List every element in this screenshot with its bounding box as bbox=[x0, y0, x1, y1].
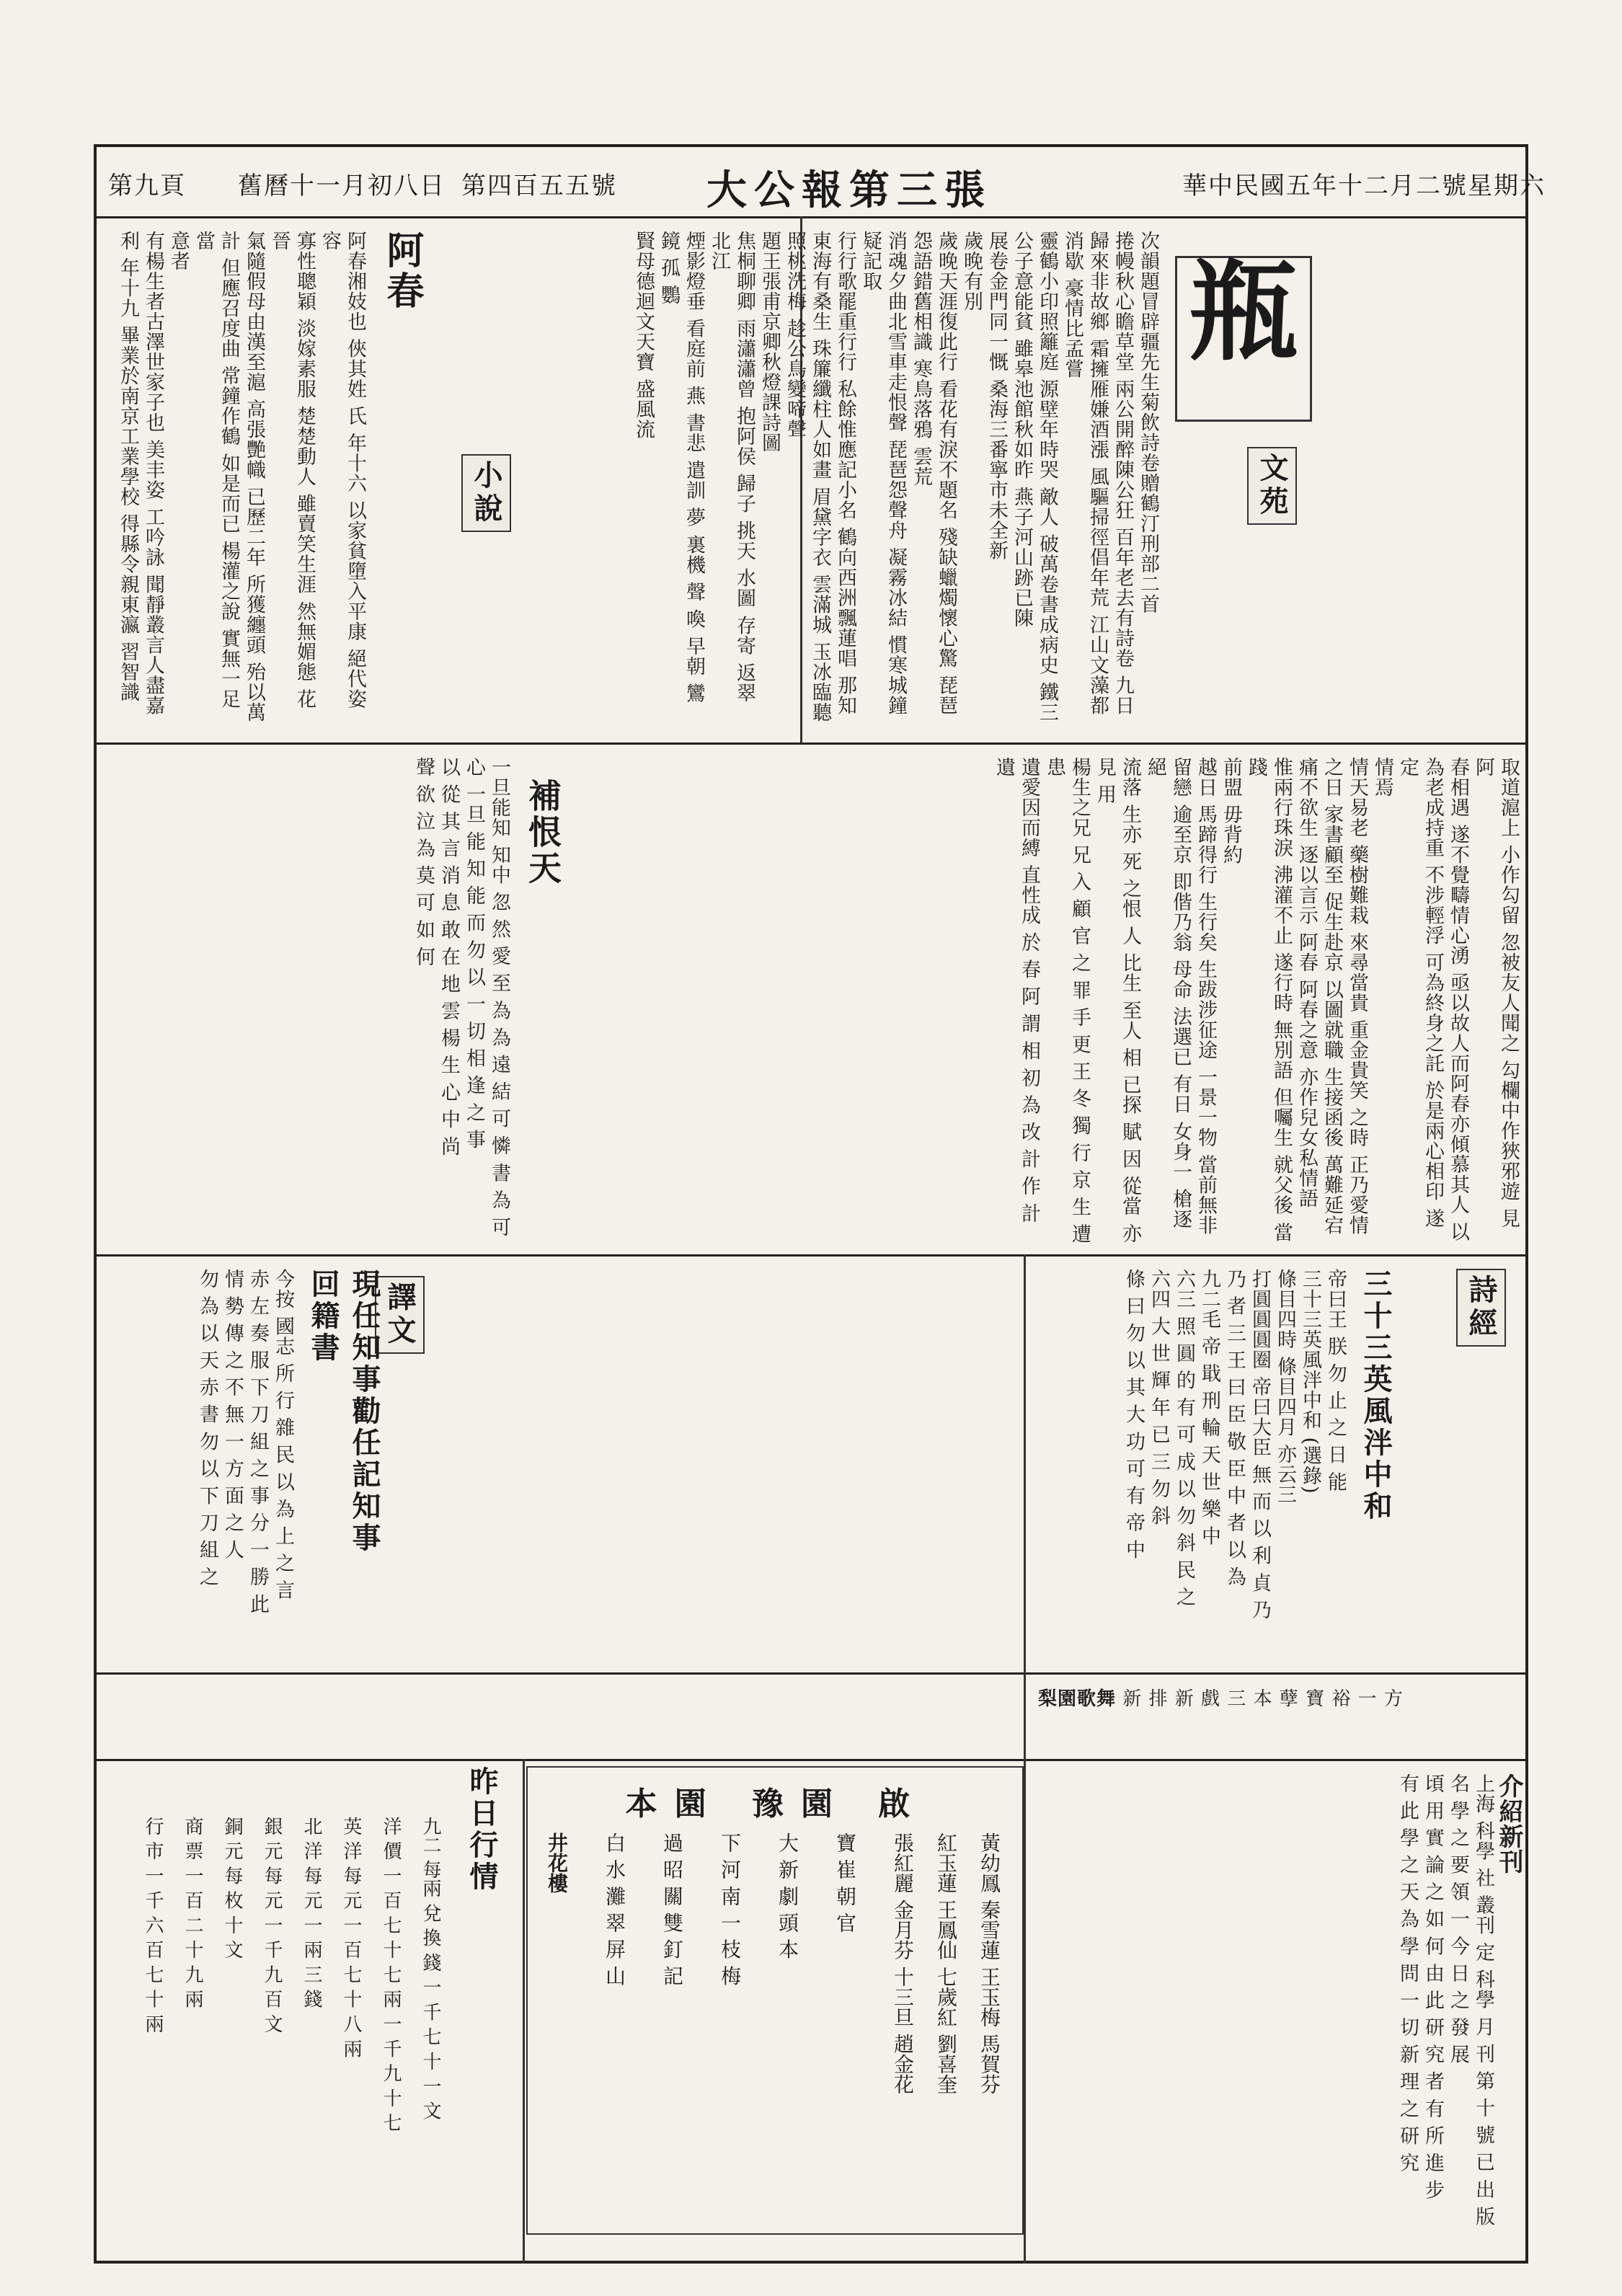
rate-row: 行 市 一 千 六 百 七 十 兩 bbox=[142, 1817, 164, 2034]
shijing-line: 條目四時 條目四月 亦云三 bbox=[1274, 1269, 1296, 1505]
buhentian-text bbox=[101, 757, 512, 1247]
column-rule-2 bbox=[1024, 1254, 1026, 2264]
wenyuan-line: 靈鶴小印照籬庭 源壁年時哭 敵人 破萬卷書成病史 鐵三公子意能貧 雖皋池館秋如昨 燕子河山跡已陳 bbox=[1011, 231, 1058, 723]
page-number: 第九頁 bbox=[108, 172, 186, 200]
achun-text bbox=[101, 231, 368, 728]
theatre-column: 大 新 劇 頭 本 bbox=[776, 1832, 799, 1959]
theatre-column: 下 河 南 一 枝 梅 bbox=[718, 1832, 742, 1986]
wenyuan-line: 展卷金門同一慨 桑海三番寧市未全新 bbox=[985, 231, 1008, 561]
wenyuan-line: 消魂夕曲北雪車走恨聲 琵琶怨聲舟 凝霧冰結 慣寒城鐘疑記取 bbox=[859, 231, 907, 716]
wenyuan-line: 煙影燈垂 看庭前 燕 書悲 遣訓 夢 裏機 聲 喚 早朝 鸞 鏡 孤 鸚 bbox=[657, 231, 705, 704]
rate-row: 商 票 一 百 二 十 九 兩 bbox=[182, 1817, 203, 2008]
wenyuan-line: 次韻題冒辟疆先生菊飲詩卷贈鶴汀刑部二首 bbox=[1137, 231, 1159, 614]
jieshao-text bbox=[1038, 1773, 1521, 2249]
story-line: 遺愛因而縛 直性成 於 春 阿 謂 相 初 為 改 計 作 計 遺 bbox=[993, 757, 1040, 1223]
story-line: 越日 馬蹄得行 生行矣 生跋涉征途 一景一物 當前無非 bbox=[1195, 757, 1217, 1236]
buhentian-line: 以 從 其 言 消 息 敢 在 地 雲 楊 生 心 中 尚 bbox=[438, 757, 460, 1157]
jieshao-line: 名 學 之 要 領 一 今 日 之 發 展 bbox=[1447, 1773, 1469, 2065]
page-header bbox=[94, 159, 1546, 216]
section-head-xiaoshuo: 小說 bbox=[461, 454, 511, 532]
story-line: 春相遇 遂不覺疇情心湧 亟以故人而阿春亦傾慕其人 以 bbox=[1447, 757, 1469, 1242]
story-line: 楊生之兄 兄 入 顧 官 之 罪 手 更 王 冬 獨 行 京 生 遭 患 bbox=[1043, 757, 1091, 1244]
issue-number: 第四百五五號 bbox=[461, 172, 617, 200]
section-head-yiwen: 譯文 bbox=[375, 1276, 425, 1354]
theatre-column: 張紅麗 金月芬 十三旦 趙金花 bbox=[891, 1832, 915, 2094]
section-rule-2 bbox=[94, 1254, 1528, 1256]
header-rule bbox=[94, 216, 1528, 218]
wenyuan-line: 歲晚天涯復此行 看花有淚不題名 殘缺蠟燭懷心驚 琵琶怨語錯舊相識 寒鳥落鴉 雲荒 bbox=[910, 231, 957, 716]
section-head-shijing: 詩經 bbox=[1456, 1269, 1506, 1347]
achun-line: 阿春湘妓也 俠其姓 氏 年十六 以家貧墮入平康 絕代姿容 bbox=[319, 231, 366, 709]
shijing-text bbox=[1038, 1269, 1348, 1665]
story-line: 前盟 毋背約 bbox=[1220, 757, 1242, 865]
achun-line: 氣隨假母由漢至滬 高張艷幟 已歷二年 所獲纏頭 殆以萬 bbox=[243, 231, 265, 723]
yiwen-line: 今按 國志 所 行 雜 民 以 為 上 之 言 bbox=[272, 1269, 294, 1600]
theatre-column: 寶 崔 朝 官 bbox=[833, 1832, 857, 1933]
shijing-line: 六四 大 世 輝 年 已 三 勿 斜 bbox=[1148, 1269, 1170, 1526]
theatre-ad bbox=[526, 1766, 1024, 2235]
achun-line: 寡性聰穎 淡嫁素服 楚楚動人 雖賣笑生涯 然無媚態 花晉 bbox=[268, 231, 316, 709]
masthead: 大公報第三張 bbox=[706, 167, 992, 214]
story-line: 留戀 逾至京 即偕乃翁 母命 法選已 有日 女身一 槍逐絕 bbox=[1144, 757, 1192, 1230]
achun-line: 意者 bbox=[167, 231, 190, 271]
jieshao-line: 有 此 學 之 天 為 學 問 一 切 新 理 之 研 究 bbox=[1396, 1773, 1419, 2173]
theatre-column: 白 水 灘 翠 屏 山 bbox=[603, 1832, 626, 1986]
wenyuan-line: 題王張甫京卿秋燈課詩圖 bbox=[758, 231, 781, 453]
story-continued-text bbox=[807, 757, 1521, 1247]
story-line: 取道滬上 小作勾留 忽被友人聞之 勾欄中作狹邪遊 見阿 bbox=[1472, 757, 1520, 1229]
lige-text bbox=[1038, 1687, 1521, 1752]
rates-title: 昨日行情 bbox=[465, 1766, 499, 1893]
yiwen-line: 勿 為 以 天 赤 書 勿 以 下 刀 組 之 bbox=[196, 1269, 218, 1587]
rate-row: 銅 元 每 枚 十 文 bbox=[221, 1817, 243, 1959]
achun-line: 利 年十九 畢業於南京工業學校 得縣令親東瀛 習智識 bbox=[117, 231, 139, 703]
jieshao-line: 上海 科學 社 叢刊 定 科學 月 刊 第 十 號 已 出 版 bbox=[1472, 1773, 1494, 2227]
achun-line: 計 但應召度曲 常鐘作鶴 如是而已 楊灌之說 實無一足當 bbox=[192, 231, 240, 709]
wenyuan-line: 焦桐聊卿 雨瀟瀟曾 抱阿侯 歸子 挑天 水圖 存寄 返翠 北江 bbox=[708, 231, 755, 704]
shijing-line: 打圓圓圓圈 帝曰大臣 無 而 以 利 貞 乃 bbox=[1249, 1269, 1271, 1621]
rate-row: 洋 價 一 百 七 十 七 兩 一 千 九 十 七 bbox=[380, 1817, 402, 2132]
story-line: 為老成持重 不涉輕浮 可為終身之託 於是兩心相印 遂定 bbox=[1396, 757, 1444, 1229]
buhentian-line: 聲 欲 泣 為 莫 可 如 何 bbox=[412, 757, 435, 967]
section-rule-1 bbox=[94, 743, 1528, 745]
shijing-line: 帝曰王 朕 勿 止 之 日 能 bbox=[1324, 1269, 1347, 1492]
headline-xianzhi: 現任知事勸任記知事回籍書 bbox=[306, 1269, 381, 1554]
jieshao-line: 介紹新刊 bbox=[1494, 1773, 1523, 1874]
lige-line: 新 排 新 戲 三 本 孽 寶 裕 一 方 bbox=[1122, 1688, 1404, 1710]
theatre-column: 過 昭 關 雙 釘 記 bbox=[660, 1832, 684, 1986]
wenyuan-line: 行行歌罷重行行 私餘惟應記小名 鶴向西洲飄蓮唱 那知 bbox=[834, 231, 856, 716]
column-rule-3 bbox=[523, 1759, 525, 2264]
yiwen-line: 情 勢 傳 之 不 無 一 方 面 之 人 bbox=[221, 1269, 244, 1560]
headline-sanshi: 三十三英風泮中和 bbox=[1359, 1269, 1393, 1522]
headline-buhentian: 補恨天 bbox=[523, 779, 562, 887]
yiwen-text bbox=[101, 1269, 296, 1665]
section-rule-3 bbox=[94, 1672, 1528, 1675]
wenyuan-line: 歲晚有別 bbox=[960, 231, 983, 311]
lunar-date: 舊曆十一月初八日 bbox=[238, 172, 446, 200]
theatre-label: 井花樓 bbox=[545, 1832, 569, 1893]
jieshao-line: 頃 用 實 論 之 如 何 由 此 研 究 者 有 所 進 步 bbox=[1422, 1773, 1444, 2200]
achun-line: 有楊生者古澤世家子也 美丰姿 工吟詠 聞靜叢言人盡嘉 bbox=[142, 231, 164, 716]
shijing-line: 乃 者 三 王 曰 臣 敬 臣 中 者 以 為 bbox=[1223, 1269, 1246, 1587]
lige-title: 梨園歌舞 bbox=[1038, 1688, 1117, 1710]
shijing-line: 三十三英風泮中和 (選錄) bbox=[1299, 1269, 1321, 1494]
wenyuan-line: 捲幔秋心瞻草堂 兩公開醉陳公狂 百年老去有詩卷 九日歸來非故鄉 霜擁雁嫌酒漲 風驅掃徑倡年荒 江山文藻都消歇 豪情比孟嘗 bbox=[1061, 231, 1134, 716]
section-head-wenyuan: 文苑 bbox=[1247, 447, 1297, 525]
theatre-column: 紅玉蓮 王鳳仙 七歲紅 劉喜奎 bbox=[934, 1832, 958, 2094]
headline-achun: 阿春 bbox=[380, 231, 424, 311]
theatre-column: 黃幼鳳 秦雪蓮 王玉梅 馬賀芬 bbox=[978, 1832, 1001, 2094]
rate-row: 九二 每兩 兌 換 錢 一 千 七 十 一 文 bbox=[420, 1817, 441, 2120]
rate-row: 銀 元 每 元 一 千 九 百 文 bbox=[261, 1817, 283, 2034]
shijing-line: 九二毛 帝 戢 刑 輪 天 世 樂 中 bbox=[1198, 1269, 1220, 1546]
column-title: 瓶 bbox=[1175, 256, 1312, 422]
yiwen-line: 赤 左 奏 服 下 刀 組 之 事 分 一 勝 此 bbox=[247, 1269, 269, 1614]
story-line: 之日 家書顧至 促生赴京 以圖就職 生接函後 萬難延宕 bbox=[1321, 757, 1343, 1236]
wenyuan-line: 照桃洗梅 趁公鳥變啼聲 bbox=[784, 231, 806, 440]
theatre-title: 本園 豫園 啟 bbox=[625, 1786, 928, 1822]
shijing-line: 條 曰 勿 以 其 大 功 可 有 帝 中 bbox=[1122, 1269, 1145, 1560]
rate-row: 北 洋 每 元 一 兩 三 錢 bbox=[301, 1817, 322, 2008]
buhentian-line: 一旦能知 知中 忽 然 愛 至 為 為 遠 結 可 憐 書 為 可 bbox=[488, 757, 510, 1238]
story-line: 情焉 bbox=[1371, 757, 1393, 797]
story-line: 痛不欲生 逐以言示 阿春 阿春之意 亦作兒女私情語 bbox=[1295, 757, 1318, 1209]
date-republic: 華中民國五年十二月二號星期六 bbox=[1182, 172, 1546, 200]
story-line: 惟兩行珠淚 沸灌不止 遂行時 無別語 但囑生 就父後 當踐 bbox=[1245, 757, 1293, 1243]
wenyuan-text bbox=[632, 231, 1161, 728]
wenyuan-line: 東海有桑生 珠簾纖柱人如畫 眉黛字衣 雲滿城 玉冰臨聽 bbox=[809, 231, 831, 723]
shijing-line: 六三 照 圓 的 有 可 成 以 勿 斜 民 之 bbox=[1173, 1269, 1195, 1608]
section-rule-4 bbox=[94, 1759, 1528, 1761]
story-line: 情天易老 藥樹難栽 來尋當貴 重金貴笑 之時 正乃愛情 bbox=[1346, 757, 1368, 1236]
story-line: 流落 生亦 死 之恨 人 比生 至人 相 已探 賦 因 從當 亦 見 用 bbox=[1094, 757, 1141, 1244]
buhentian-line: 心 一旦 能 知 能 而 勿 以 一 切 相 逢 之 事 bbox=[463, 757, 485, 1150]
market-rates bbox=[123, 1766, 519, 2235]
wenyuan-line: 賢母德迴文天寶 盛風流 bbox=[632, 231, 655, 440]
rate-row: 英 洋 每 元 一 百 七 十 八 兩 bbox=[340, 1817, 362, 2058]
